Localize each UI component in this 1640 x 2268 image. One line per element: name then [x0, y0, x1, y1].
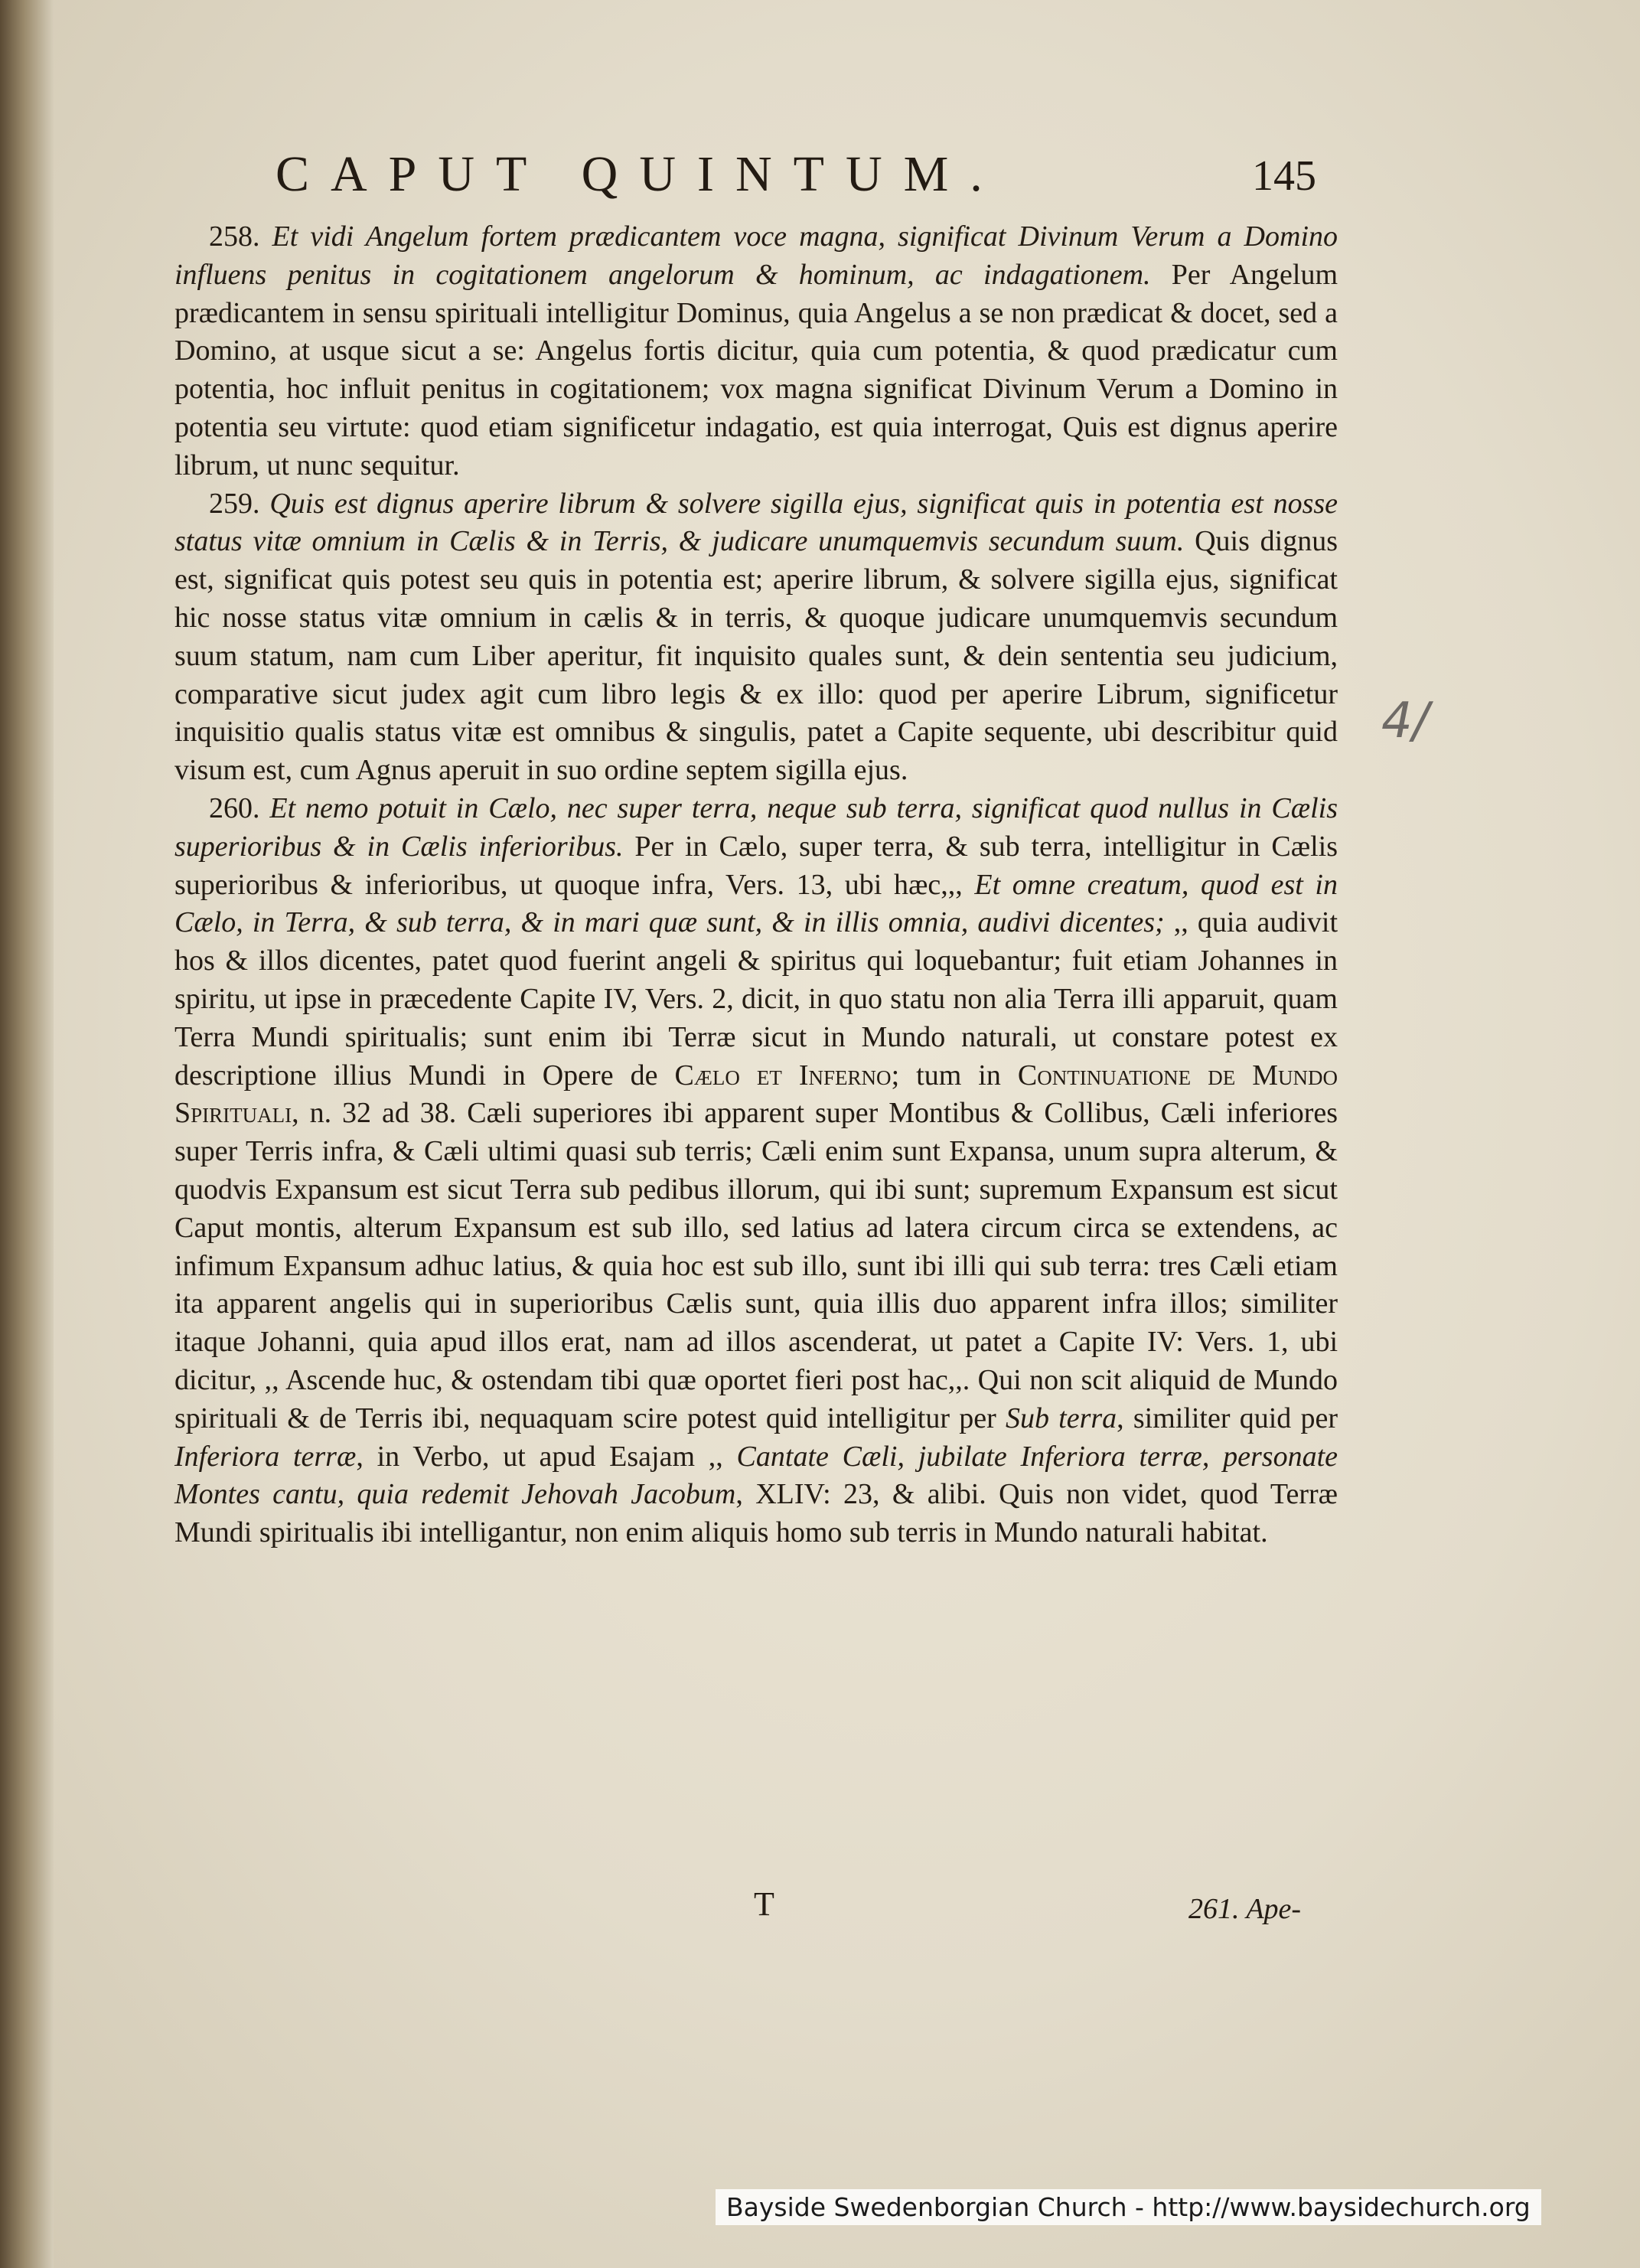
italic-term: Inferiora terræ — [174, 1440, 357, 1473]
italic-term: Sub terra — [1005, 1402, 1117, 1434]
paragraph-number: 260. — [209, 791, 260, 824]
page-number: 145 — [1252, 152, 1316, 200]
watermark: Bayside Swedenborgian Church - http://www.baysidechurch.org — [716, 2189, 1541, 2225]
book-gutter — [0, 0, 54, 2268]
paragraph-body: , in Verbo, ut apud Esajam ,, — [356, 1440, 737, 1473]
paragraph-body: , similiter quid per — [1117, 1402, 1338, 1434]
paragraph-body: Quis dignus est, significat quis potest seu quis in potentia est; aperire librum, & solvere sigilla ejus, significat hic nosse status vitæ omnium in cælis & in terris, & quoque judicare unumquemvis secundum suum statum, nam cum Liber aperitur, fit inquisito quales sunt, & dein sententia seu judicium, comparative sicut judex agit cum libro legis & ex illo: quod per aperire Librum, significetur inquisitio qualis status vitæ est omnibus & singulis, patet a Capite sequente, ubi describitur quid visum est, cum Agnus aperuit in suo ordine septem sigilla ejus. — [174, 525, 1338, 787]
work-title: Cælo et Inferno — [674, 1059, 892, 1092]
scripture-quote: Et omne creatum, quod est in Cælo, in Terra, & sub terra, & in mari quæ sunt, & in illis omnia, audivi dicentes; — [174, 868, 1338, 939]
paragraph-number: 258. — [209, 220, 260, 253]
paragraph-260 — [174, 790, 1338, 1552]
running-head: CAPUT QUINTUM. — [276, 146, 1004, 202]
scripture-quote: Cantate Cæli, jubilate Inferiora terræ, personate Montes cantu, quia redemit Jehovah Jacobum — [174, 1440, 1338, 1511]
margin-note: 4/ — [1381, 693, 1430, 749]
signature-mark: T — [754, 1885, 774, 1923]
paragraph-body: Per Angelum prædicantem in sensu spirituali intelligitur Dominus, quia Angelus a se non prædicat & docet, sed a Domino, at usque sicut a se: Angelus fortis dicitur, quia cum potentia, & quod prædicatur cum potentia, hoc influit penitus in cogitationem; vox magna significat Divinum Verum a Domino in potentia seu virtute: quod etiam significetur indagatio, est quia interrogat, Quis est dignus aperire librum, ut nunc sequitur. — [174, 258, 1338, 481]
work-title: Continuatione de Mundo Spirituali — [174, 1059, 1338, 1130]
paragraph-lead: Et vidi Angelum fortem prædicantem voce magna, significat Divinum Verum a Domino influens penitus in cogitationem angelorum & hominum, ac indagationem. — [174, 220, 1338, 291]
page-header — [276, 145, 1316, 207]
paragraph-259 — [174, 485, 1338, 790]
paragraph-body: , n. 32 ad 38. Cæli superiores ibi apparent super Montibus & Collibus, Cæli inferiores super Terris infra, & Cæli ultimi quasi sub terris; Cæli enim sunt Expansa, unum supra alterum, & quodvis Expansum est sicut Terra sub pedibus illorum, qui ibi sunt; supremum Expansum est sicut Caput montis, alterum Expansum est sub illo, sed latius ad latera circum circa se extendens, ac infimum Expansum adhuc latius, & quia hoc est sub illo, sunt ibi illi qui sub terra: tres Cæli etiam ita apparent angelis qui in superioribus Cælis sunt, quia illis duo apparent infra illos; similiter itaque Johanni, quia apud illos erat, nam ad illos ascenderat, ut patet a Capite IV: Vers. 1, ubi dicitur, ,, Ascende huc, & ostendam tibi quæ oportet fieri post hac,,. Qui non scit aliquid de Mundo spirituali & de Terris ibi, nequaquam scire potest quid intelligitur per — [174, 1097, 1338, 1434]
paragraph-body: Per in Cælo, super terra, & sub terra, intelligitur in Cælis superioribus & inferioribus, ut quoque infra, Vers. 13, ubi hæc,,, — [174, 830, 1338, 901]
paragraph-lead: Quis est dignus aperire librum & solvere sigilla ejus, significat quis in potentia est nosse status vitæ omnium in Cælis & in Terris, & judicare unumquemvis secundum suum. — [174, 487, 1338, 558]
catchword: 261. Ape- — [1188, 1893, 1302, 1925]
paragraph-body: ,, quia audivit hos & illos dicentes, patet quod fuerint angeli & spiritus qui loquebantur; fuit etiam Johannes in spiritu, ut ipse in præcedente Capite IV, Vers. 2, dicit, in quo statu non alia Terra illi apparuit, quam Terra Mundi spiritualis; sunt enim ibi Terræ sicut in Mundo naturali, ut constare potest ex descriptione illius Mundi in Opere de — [174, 906, 1338, 1092]
paragraph-258 — [174, 218, 1338, 485]
body-text — [174, 218, 1338, 1552]
paragraph-lead: Et nemo potuit in Cælo, nec super terra, neque sub terra, significat quod nullus in Cælis superioribus & in Cælis inferioribus. — [174, 791, 1338, 863]
paragraph-body: , XLIV: 23, & alibi. Quis non videt, quod Terræ Mundi spiritualis ibi intelligantur, non enim aliquis homo sub terris in Mundo naturali habitat. — [174, 1478, 1338, 1549]
paragraph-body: ; tum in — [891, 1059, 1018, 1092]
paragraph-number: 259. — [209, 487, 260, 520]
